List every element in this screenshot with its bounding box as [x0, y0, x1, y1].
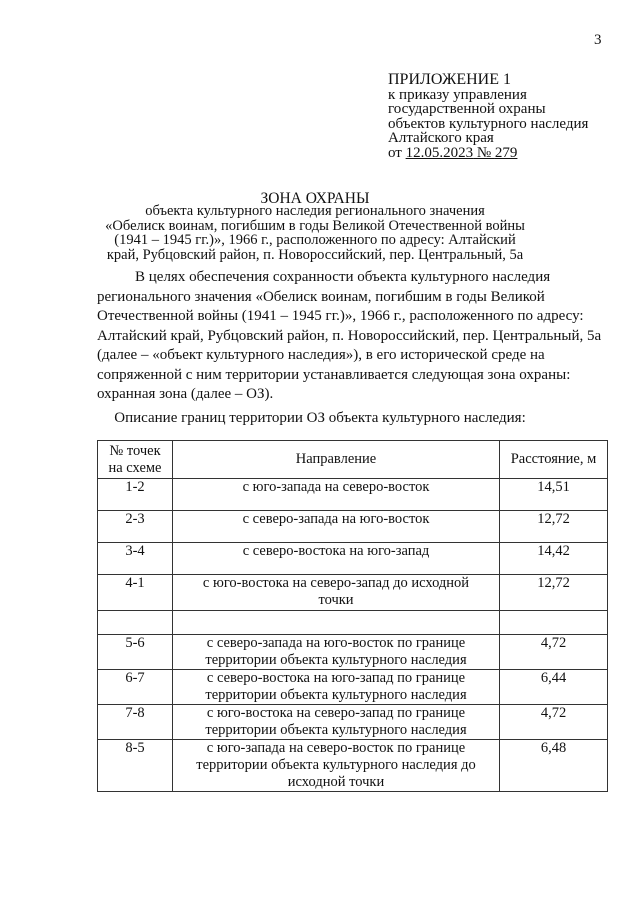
paragraph-line: Отечественной войны (1941 – 1945 гг.)», 1966 г., расположенного по адресу: [97, 308, 584, 324]
table-row [98, 611, 608, 635]
cell-points: 1-2 [98, 479, 173, 511]
table-row [98, 479, 608, 511]
paragraph-line: (далее – «объект культурного наследия»), в его исторической среде на [97, 347, 545, 363]
subtitle-line: «Обелиск воинам, погибшим в годы Великой Отечественной войны [105, 217, 525, 234]
cell-points: 5-6 [98, 635, 173, 670]
table-row [98, 511, 608, 543]
paragraph-line: сопряженной с ним территории устанавливается следующая зона охраны: [97, 366, 571, 383]
cell-direction: с северо-востока на юго-запад [173, 543, 500, 575]
boundary-table [97, 440, 608, 792]
header-direction: Направление [173, 441, 500, 479]
cell-distance: 6,48 [500, 740, 608, 792]
table-row [98, 670, 608, 705]
paragraph-line: Алтайский край, Рубцовский район, п. Новороссийский, пер. Центральный, 5а [97, 327, 602, 344]
appendix-line: к приказу управления [388, 86, 527, 103]
cell-direction: с юго-запада на северо-восток по границе территории объекта культурного наследия до исходной точки [173, 740, 500, 792]
cell-points: 3-4 [98, 543, 173, 575]
cell-distance: 4,72 [500, 705, 608, 740]
appendix-line: объектов культурного наследия [388, 115, 589, 132]
table-row [98, 705, 608, 740]
cell-points [98, 611, 173, 635]
date-prefix: от [388, 144, 406, 161]
cell-distance: 12,72 [500, 575, 608, 611]
table-row [98, 635, 608, 670]
appendix-line: государственной охраны [388, 101, 546, 117]
table-row [98, 543, 608, 575]
table-row [98, 575, 608, 611]
cell-direction: с северо-запада на юго-восток [173, 511, 500, 543]
page-number: 3 [594, 32, 602, 48]
zone-subtitle [90, 204, 540, 262]
appendix-date-line [388, 146, 588, 161]
number-prefix: № [473, 144, 495, 161]
appendix-title: ПРИЛОЖЕНИЕ 1 [388, 71, 512, 88]
cell-points: 8-5 [98, 740, 173, 792]
order-number: 279 [494, 144, 518, 161]
table-row [98, 740, 608, 792]
cell-direction: с северо-востока на юго-запад по границе территории объекта культурного наследия [173, 670, 500, 705]
cell-direction: с юго-запада на северо-восток [173, 479, 500, 511]
cell-distance: 6,44 [500, 670, 608, 705]
cell-distance: 14,42 [500, 543, 608, 575]
cell-direction: с юго-востока на северо-запад по границе территории объекта культурного наследия [173, 705, 500, 740]
paragraph-line: охранная зона (далее – ОЗ). [97, 386, 274, 402]
cell-distance: 4,72 [500, 635, 608, 670]
cell-direction [173, 611, 500, 635]
cell-direction: с юго-востока на северо-запад до исходной точки [173, 575, 500, 611]
appendix-block [388, 73, 588, 160]
zone-title: ЗОНА ОХРАНЫ [260, 190, 370, 207]
cell-points: 6-7 [98, 670, 173, 705]
subtitle-line: край, Рубцовский район, п. Новороссийский, пер. Центральный, 5а [106, 246, 524, 263]
cell-points: 7-8 [98, 705, 173, 740]
header-distance: Расстояние, м [500, 441, 608, 479]
table-caption: Описание границ территории ОЗ объекта культурного наследия: [114, 410, 526, 426]
cell-points: 4-1 [98, 575, 173, 611]
header-points: № точек на схеме [98, 441, 173, 479]
body-paragraph [97, 268, 608, 405]
order-date: 12.05.2023 [405, 144, 474, 161]
appendix-line: Алтайского края [388, 130, 494, 146]
cell-distance: 14,51 [500, 479, 608, 511]
paragraph-line: В целях обеспечения сохранности объекта культурного наследия [135, 269, 551, 285]
table-header-row [98, 441, 608, 479]
paragraph-line: регионального значения «Обелиск воинам, погибшим в годы Великой [97, 288, 545, 305]
cell-points: 2-3 [98, 511, 173, 543]
subtitle-line: (1941 – 1945 гг.)», 1966 г., расположенного по адресу: Алтайский [114, 232, 516, 248]
subtitle-line: объекта культурного наследия регионального значения [145, 203, 485, 219]
cell-direction: с северо-запада на юго-восток по границе территории объекта культурного наследия [173, 635, 500, 670]
cell-distance [500, 611, 608, 635]
cell-distance: 12,72 [500, 511, 608, 543]
